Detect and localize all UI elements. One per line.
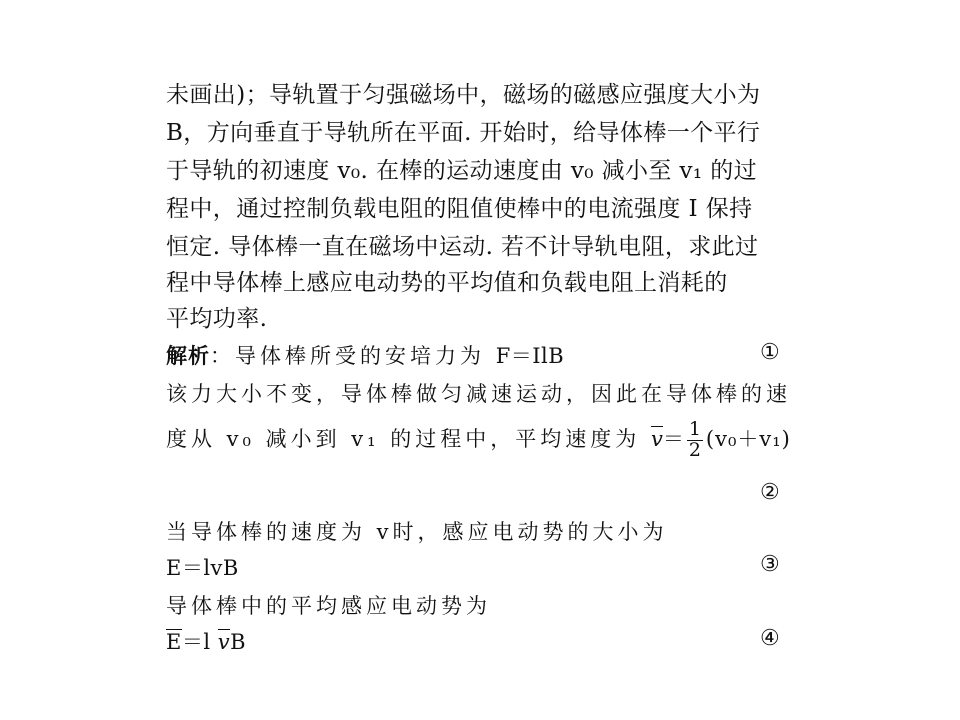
solution-line-3 <box>166 420 791 461</box>
average-emf-tail: B <box>230 630 247 654</box>
equals-sign: ＝ <box>662 426 684 451</box>
solution-line-6: 导体棒中的平均感应电动势为 <box>166 594 491 618</box>
average-velocity-symbol-2: v <box>217 630 231 654</box>
fraction-denominator: 2 <box>688 438 701 461</box>
emf-formula: E＝lvB <box>166 556 239 580</box>
average-velocity-symbol: v <box>650 426 663 451</box>
problem-line-2: B，方向垂直于导轨所在平面. 开始时，给导体棒一个平行 <box>166 120 761 146</box>
solution-label: 解析 <box>166 343 210 368</box>
equation-mark-3: ③ <box>760 552 780 577</box>
equation-mark-1: ① <box>760 340 780 365</box>
solution-line-4: 当导体棒的速度为 v时，感应电动势的大小为 <box>166 520 668 544</box>
equation-mark-2: ② <box>760 480 780 505</box>
problem-line-7: 平均功率. <box>166 306 268 332</box>
problem-line-6: 程中导体棒上感应电动势的平均值和负载电阻上消耗的 <box>166 270 728 296</box>
equation-mark-4: ④ <box>760 626 780 651</box>
problem-line-4: 程中，通过控制负载电阻的阻值使棒中的电流强度 I 保持 <box>166 196 753 222</box>
solution-line-3-text: 度从 v₀ 减小到 v₁ 的过程中，平均速度为 <box>166 426 651 451</box>
solution-colon: ： <box>210 344 235 368</box>
fraction-numerator: 1 <box>688 418 701 440</box>
problem-line-3: 于导轨的初速度 v₀. 在棒的运动速度由 v₀ 减小至 v₁ 的过 <box>166 158 758 184</box>
solution-line-2: 该力大小不变，导体棒做匀减速运动，因此在导体棒的速 <box>166 382 791 406</box>
half-fraction <box>687 420 703 461</box>
average-emf-formula <box>166 626 246 656</box>
average-emf-mid: ＝l <box>181 630 218 654</box>
solution-line-1-text: 导体棒所受的安培力为 <box>235 344 496 368</box>
problem-line-1: 未画出)；导轨置于匀强磁场中，磁场的磁感应强度大小为 <box>166 82 761 108</box>
velocity-sum: (v₀＋v₁) <box>705 426 791 451</box>
force-formula: F＝IlB <box>495 344 565 368</box>
solution-line-1 <box>166 340 564 370</box>
problem-line-5: 恒定. 导体棒一直在磁场中运动. 若不计导轨电阻，求此过 <box>166 234 759 260</box>
average-emf-symbol: E <box>166 630 182 654</box>
